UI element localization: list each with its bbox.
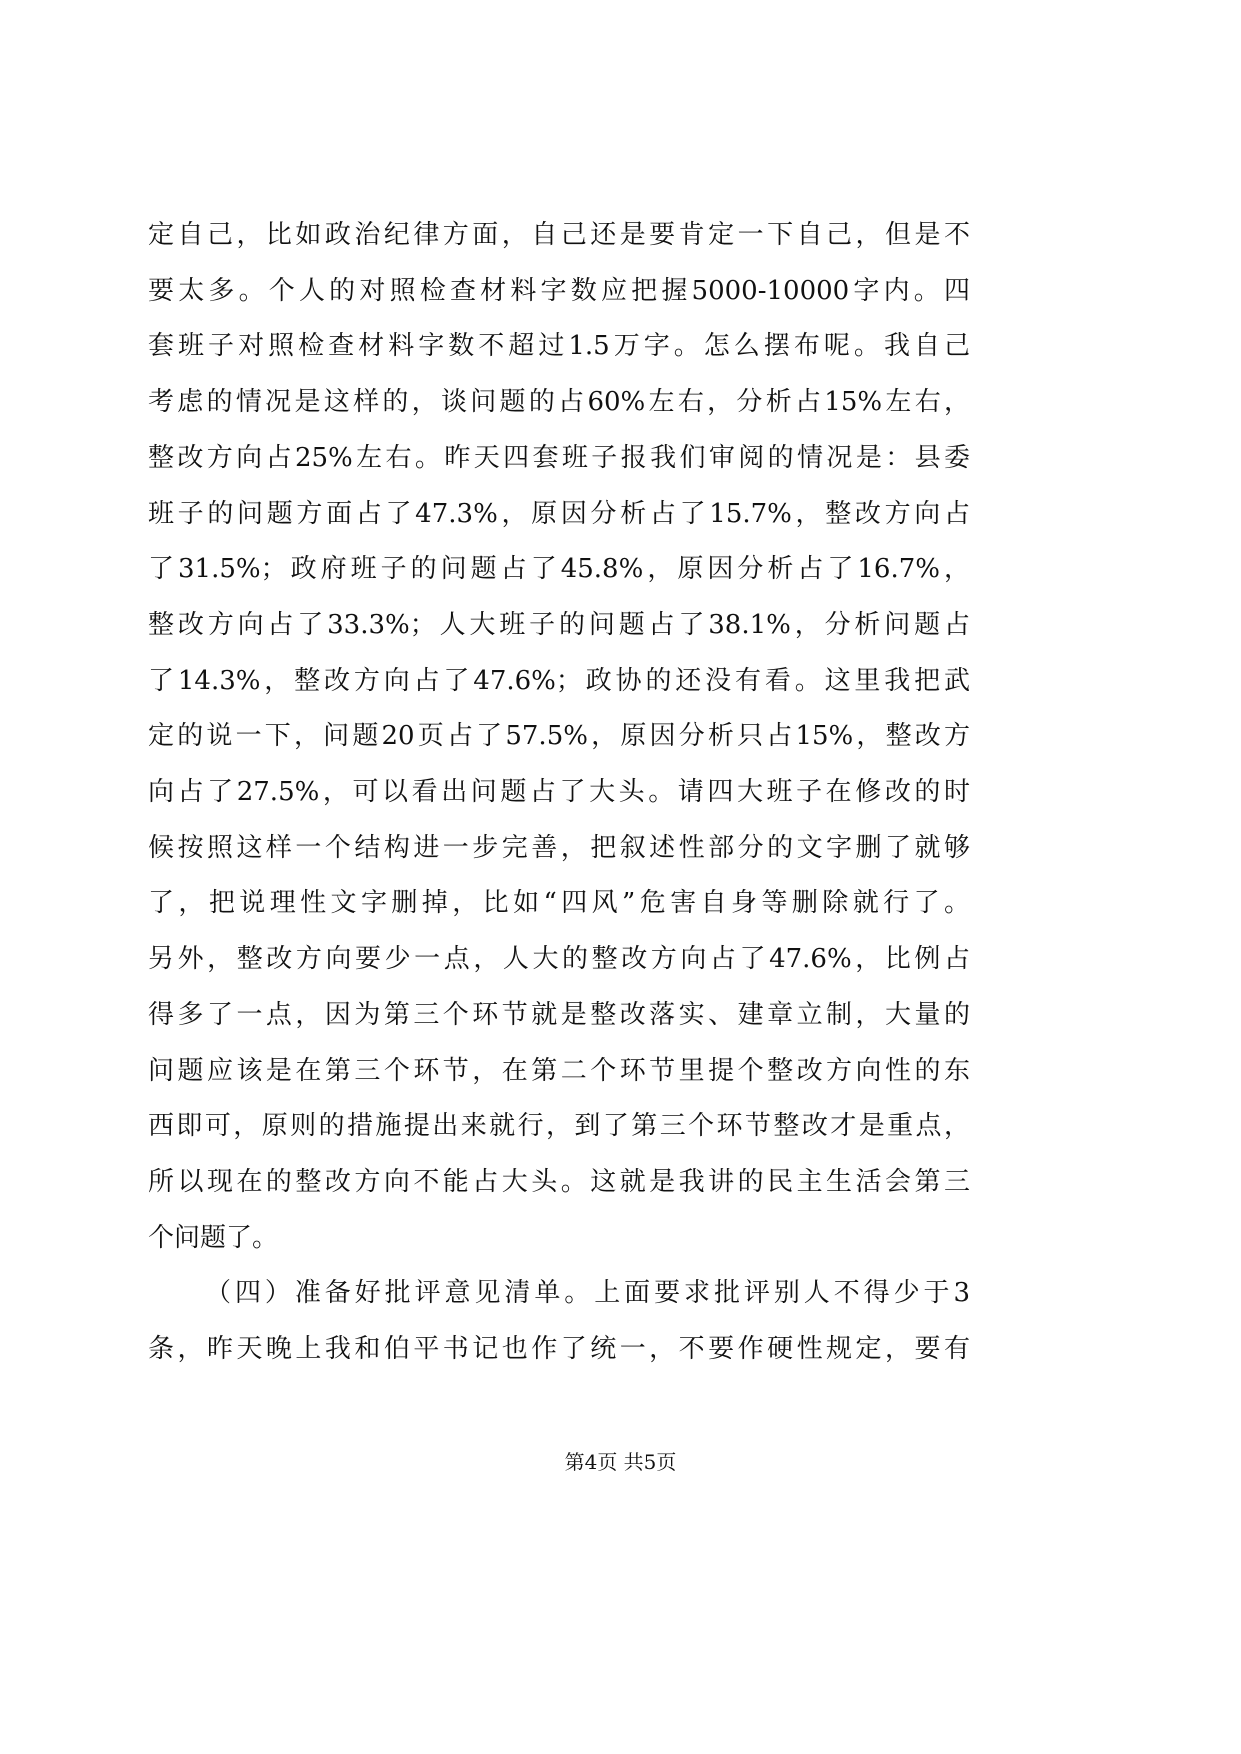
text-line: 套班子对照检查材料字数不超过1.5万字。怎么摆布呢。我自己 <box>148 331 970 362</box>
text-line: 向占了27.5%，可以看出问题占了大头。请四大班子在修改的时 <box>148 777 970 807</box>
text-line: 候按照这样一个结构进一步完善，把叙述性部分的文字删了就够 <box>148 832 970 863</box>
text-line: 另外，整改方向要少一点，人大的整改方向占了47.6%，比例占 <box>148 944 970 975</box>
text-line: 所以现在的整改方向不能占大头。这就是我讲的民主生活会第三 <box>148 1166 970 1197</box>
text-line: 得多了一点，因为第三个环节就是整改落实、建章立制，大量的 <box>148 999 970 1030</box>
text-line: 整改方向占25%左右。昨天四套班子报我们审阅的情况是：县委 <box>148 442 970 473</box>
text-line: 要太多。个人的对照检查材料字数应把握5000-10000字内。四 <box>148 275 970 306</box>
text-line: 班子的问题方面占了47.3%，原因分析占了15.7%，整改方向占 <box>148 498 970 529</box>
text-line: 了14.3%，整改方向占了47.6%；政协的还没有看。这里我把武 <box>148 665 970 696</box>
text-line: 条，昨天晚上我和伯平书记也作了统一，不要作硬性规定，要有 <box>148 1334 970 1364</box>
text-line: 定自己，比如政治纪律方面，自己还是要肯定一下自己，但是不 <box>148 220 970 250</box>
text-line: 了，把说理性文字删掉，比如“四风”危害自身等删除就行了。 <box>148 888 970 919</box>
text-line: 了31.5%；政府班子的问题占了45.8%，原因分析占了16.7%， <box>148 554 970 585</box>
text-line: 西即可，原则的措施提出来就行，到了第三个环节整改才是重点， <box>148 1111 970 1142</box>
text-line: 整改方向占了33.3%；人大班子的问题占了38.1%，分析问题占 <box>148 609 970 640</box>
text-line: 个问题了。 <box>148 1222 279 1253</box>
text-line: 定的说一下，问题20页占了57.5%，原因分析只占15%，整改方 <box>148 721 970 752</box>
page-footer: 第4页 共5页 <box>564 1450 677 1474</box>
text-line: （四）准备好批评意见清单。上面要求批评别人不得少于3 <box>205 1278 970 1309</box>
text-line: 考虑的情况是这样的，谈问题的占60%左右，分析占15%左右， <box>148 387 970 418</box>
text-line: 问题应该是在第三个环节，在第二个环节里提个整改方向性的东 <box>148 1055 970 1086</box>
